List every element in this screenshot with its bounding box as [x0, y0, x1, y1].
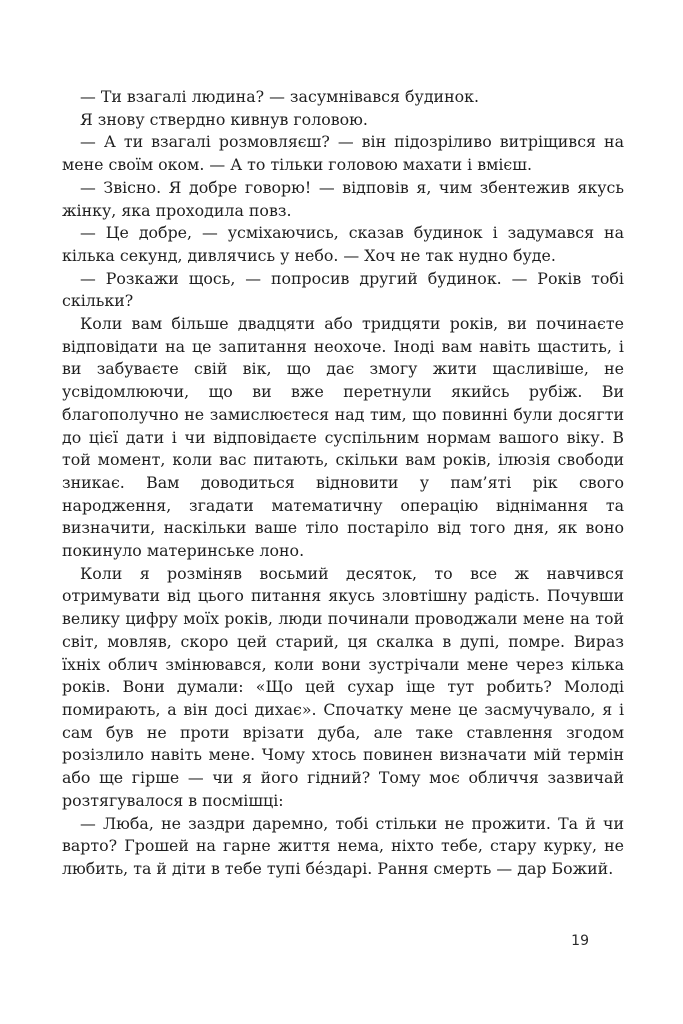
paragraph: — Це добре, — усміхаючись, сказав будинок і задумався на кілька секунд, дивлячись у небо. — Хоч не так нудно буде.: [62, 223, 624, 265]
paragraph: — Ти взагалі людина? — засумнівався будинок.: [80, 87, 480, 106]
page-number: 19: [571, 933, 589, 949]
paragraph: Я знову ствердно кивнув головою.: [80, 109, 368, 129]
paragraph: — Розкажи щось, — попросив другий будинок. — Років тобі скільки?: [62, 268, 624, 311]
body-text: [62, 86, 624, 881]
paragraph: — Люба, не заздри даремно, тобі стільки не прожити. Та й чи варто? Грошей на гарне життя нема, ніхто тебе, стару курку, не любить, та й діти в тебе тупі бéздарі. Рання смерть — дар Божий.: [62, 813, 624, 878]
paragraph: Коли я розміняв восьмий десяток, то все ж навчився отримувати від цього питання якусь зловтішну радість. Почувши велику цифру моїх років, люди починали проводжали мене на той світ, мовляв, скоро цей старий, ця скалка в дупі, помре. Вираз їхніх облич змінювався, коли вони зустрічали мене через кілька років. Вони думали: «Що цей сухар іще тут робить? Молоді помирають, а він досі дихає». Спочатку мене це засмучувало, я і сам був не проти врізати дуба, але таке ставлення згодом розізлило навіть мене. Чому хтось повинен визначати мій термін або ще гірше — чи я його гідний? Тому моє обличчя зазвичай розтягувалося в посмішці:: [62, 563, 624, 810]
paragraph: — А ти взагалі розмовляєш? — він підозріливо витріщився на мене своїм оком. — А то тільки головою махати і вмієш.: [62, 132, 624, 175]
paragraph: Коли вам більше двадцяти або тридцяти років, ви починаєте відповідати на це запитання неохоче. Іноді вам навіть щастить, і ви забуваєте свій вік, що дає змогу жити щасливіше, не усвідомлюючи, що ви вже перетнули якийсь рубіж. Ви благополучно не замислюєтеся над тим, що повинні були досягти до цієї дати і чи відповідаєте суспільним нормам вашого віку. В той момент, коли вас питають, скільки вам років, ілюзія свободи зникає. Вам доводиться відновити у пам’яті рік свого народження, згадати математичну операцію віднімання та визначити, наскільки ваше тіло постаріло від того дня, як воно покинуло материнське лоно.: [62, 314, 624, 561]
paragraph: — Звісно. Я добре говорю! — відповів я, чим збентежив якусь жінку, яка проходила повз.: [62, 177, 624, 220]
